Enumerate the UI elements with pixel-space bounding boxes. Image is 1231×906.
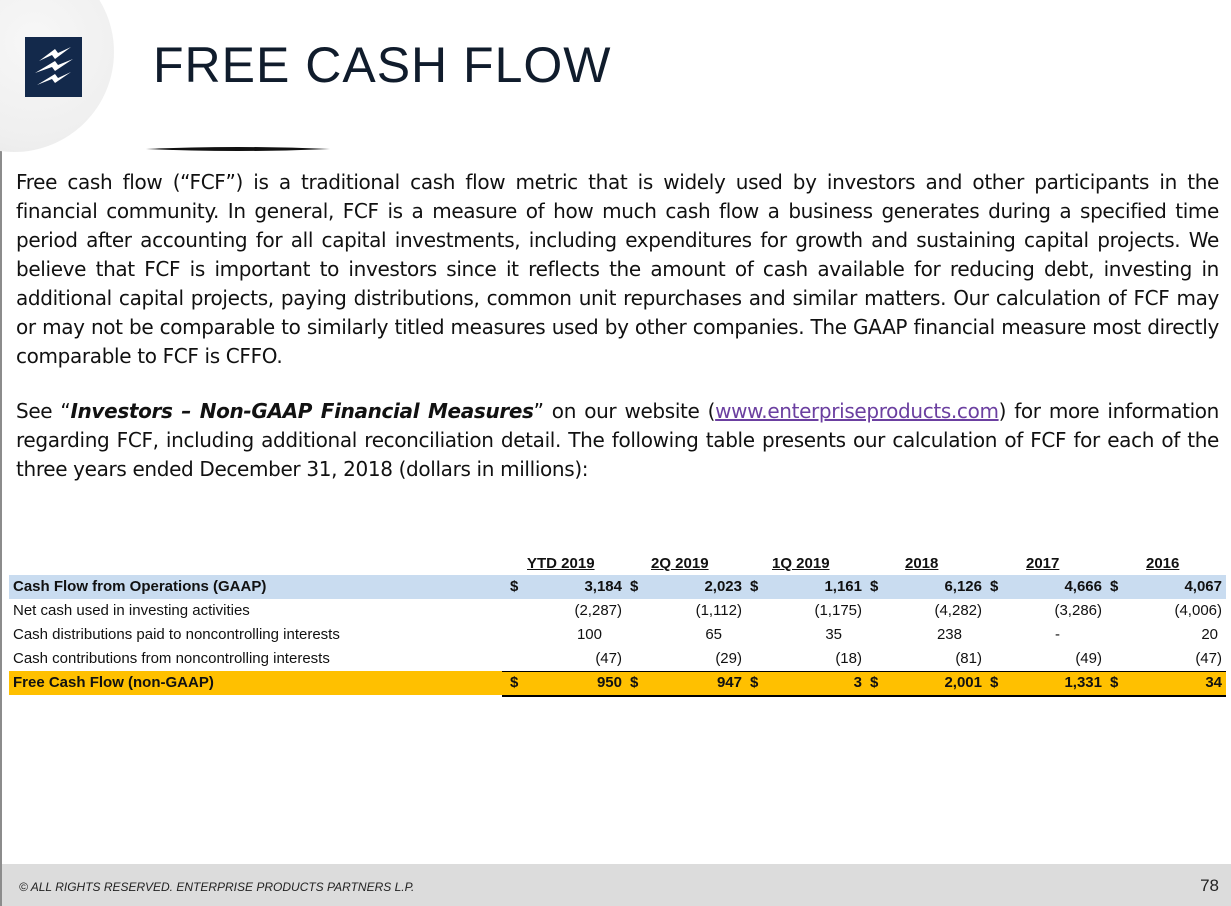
cell-value: (1,112) [695, 602, 742, 619]
cell-value: 1,331 [1064, 674, 1102, 691]
table-cell [506, 671, 626, 695]
page-title: FREE CASH FLOW [153, 37, 612, 93]
cell-value: 1,161 [824, 578, 862, 595]
table-cell [746, 599, 866, 623]
table-cell [986, 671, 1106, 695]
row-label: Cash Flow from Operations (GAAP) [13, 578, 267, 595]
cell-value: (81) [955, 650, 982, 667]
p2-see-text: See “ [16, 399, 71, 423]
currency-symbol: $ [990, 674, 999, 691]
table-cell [506, 647, 626, 671]
table-cell [506, 623, 626, 647]
currency-symbol: $ [870, 578, 879, 595]
currency-symbol: $ [990, 578, 999, 595]
column-header: 2017 [1026, 555, 1060, 572]
cell-value: (1,175) [814, 602, 862, 619]
table-cell [626, 647, 746, 671]
column-header: YTD 2019 [527, 555, 595, 572]
table-cell [626, 671, 746, 695]
title-underline [146, 146, 330, 152]
cell-value: 3 [853, 674, 862, 691]
footer-copyright: © ALL RIGHTS RESERVED. ENTERPRISE PRODUCTS PARTNERS L.P. [19, 880, 415, 894]
website-link[interactable]: www.enterpriseproducts.com [715, 399, 999, 423]
currency-symbol: $ [870, 674, 879, 691]
row-label: Cash contributions from noncontrolling interests [13, 650, 330, 667]
table-cell [746, 623, 866, 647]
table-cell [866, 623, 986, 647]
currency-symbol: $ [510, 578, 519, 595]
table-row-contributions [9, 647, 1226, 671]
cell-value: 947 [716, 674, 742, 691]
cell-value: 6,126 [944, 578, 982, 595]
table-cell [1106, 575, 1226, 599]
currency-symbol: $ [1110, 674, 1119, 691]
page-number: 78 [1200, 876, 1219, 895]
non-gaap-measures-emphasis: Investors – Non-GAAP Financial Measures [70, 399, 534, 423]
fcf-table [9, 553, 1226, 695]
table-row-free-cash-flow [9, 671, 1226, 695]
table-cell [986, 623, 1106, 647]
cell-value: 35 [825, 626, 842, 643]
table-cell [986, 647, 1106, 671]
cell-value: (3,286) [1054, 602, 1102, 619]
p2-mid-text: ” on our website ( [533, 399, 716, 423]
cell-value: (18) [835, 650, 862, 667]
table-cell [746, 671, 866, 695]
fcf-description-paragraph: Free cash flow (“FCF”) is a traditional cash flow metric that is widely used by investors and other participants in the financial community. In general, FCF is a measure of how much cash flow a business generates during a specified time period after accounting for all capital investments, including expenditures for growth and sustaining capital projects. We believe that FCF is important to investors since it reflects the amount of cash available for reducing debt, investing in additional capital projects, paying distributions, common unit repurchases and similar matters. Our calculation of FCF may or may not be comparable to similarly titled measures used by other companies. The GAAP financial measure most directly comparable to FCF is CFFO. [16, 170, 1219, 368]
cell-value: (49) [1075, 650, 1102, 667]
table-cell [1106, 623, 1226, 647]
table-cell [866, 647, 986, 671]
table-cell [866, 671, 986, 695]
row-label: Net cash used in investing activities [13, 602, 250, 619]
subtotal-rule [502, 671, 1226, 672]
cell-value: 4,666 [1064, 578, 1102, 595]
cell-value: (4,282) [934, 602, 982, 619]
table-cell [746, 647, 866, 671]
cell-value: 4,067 [1184, 578, 1222, 595]
table-row-investing [9, 599, 1226, 623]
cell-value: 950 [596, 674, 622, 691]
table-row-cfo-gaap [9, 575, 1226, 599]
table-cell [506, 599, 626, 623]
column-header: 1Q 2019 [772, 555, 830, 572]
p2-end-text: ) for more information regarding FCF, including additional reconciliation detail. The following table presents our calculation of FCF for each of the three years ended December 31, 2018 (dollars in millions): [16, 399, 1220, 481]
currency-symbol: $ [510, 674, 519, 691]
table-cell [1106, 647, 1226, 671]
cell-value: (47) [595, 650, 622, 667]
column-header: 2Q 2019 [651, 555, 709, 572]
cell-value: 2,001 [944, 674, 982, 691]
currency-symbol: $ [630, 674, 639, 691]
table-cell [626, 599, 746, 623]
total-double-rule [502, 695, 1226, 697]
table-header-row [9, 553, 1226, 575]
see-investors-paragraph [16, 397, 1219, 484]
cell-value: 238 [936, 626, 962, 643]
cell-value: (47) [1195, 650, 1222, 667]
currency-symbol: $ [750, 674, 759, 691]
table-row-distributions [9, 623, 1226, 647]
cell-value: (29) [715, 650, 742, 667]
row-label: Cash distributions paid to noncontrolling interests [13, 626, 340, 643]
cell-value: - [1055, 626, 1060, 643]
cell-value: (2,287) [574, 602, 622, 619]
table-cell [506, 575, 626, 599]
cell-value: 100 [576, 626, 602, 643]
row-label: Free Cash Flow (non-GAAP) [13, 674, 214, 691]
cell-value: 20 [1201, 626, 1218, 643]
cell-value: 34 [1205, 674, 1222, 691]
cell-value: 2,023 [704, 578, 742, 595]
cell-value: 65 [705, 626, 722, 643]
table-cell [986, 575, 1106, 599]
currency-symbol: $ [630, 578, 639, 595]
cell-value: 3,184 [584, 578, 622, 595]
table-cell [1106, 671, 1226, 695]
column-header: 2016 [1146, 555, 1180, 572]
cell-value: (4,006) [1174, 602, 1222, 619]
table-cell [746, 575, 866, 599]
table-cell [626, 623, 746, 647]
currency-symbol: $ [1110, 578, 1119, 595]
table-cell [986, 599, 1106, 623]
table-cell [626, 575, 746, 599]
table-cell [866, 599, 986, 623]
enterprise-lightning-logo-icon [25, 37, 82, 97]
table-cell [1106, 599, 1226, 623]
table-cell [866, 575, 986, 599]
column-header: 2018 [905, 555, 939, 572]
currency-symbol: $ [750, 578, 759, 595]
